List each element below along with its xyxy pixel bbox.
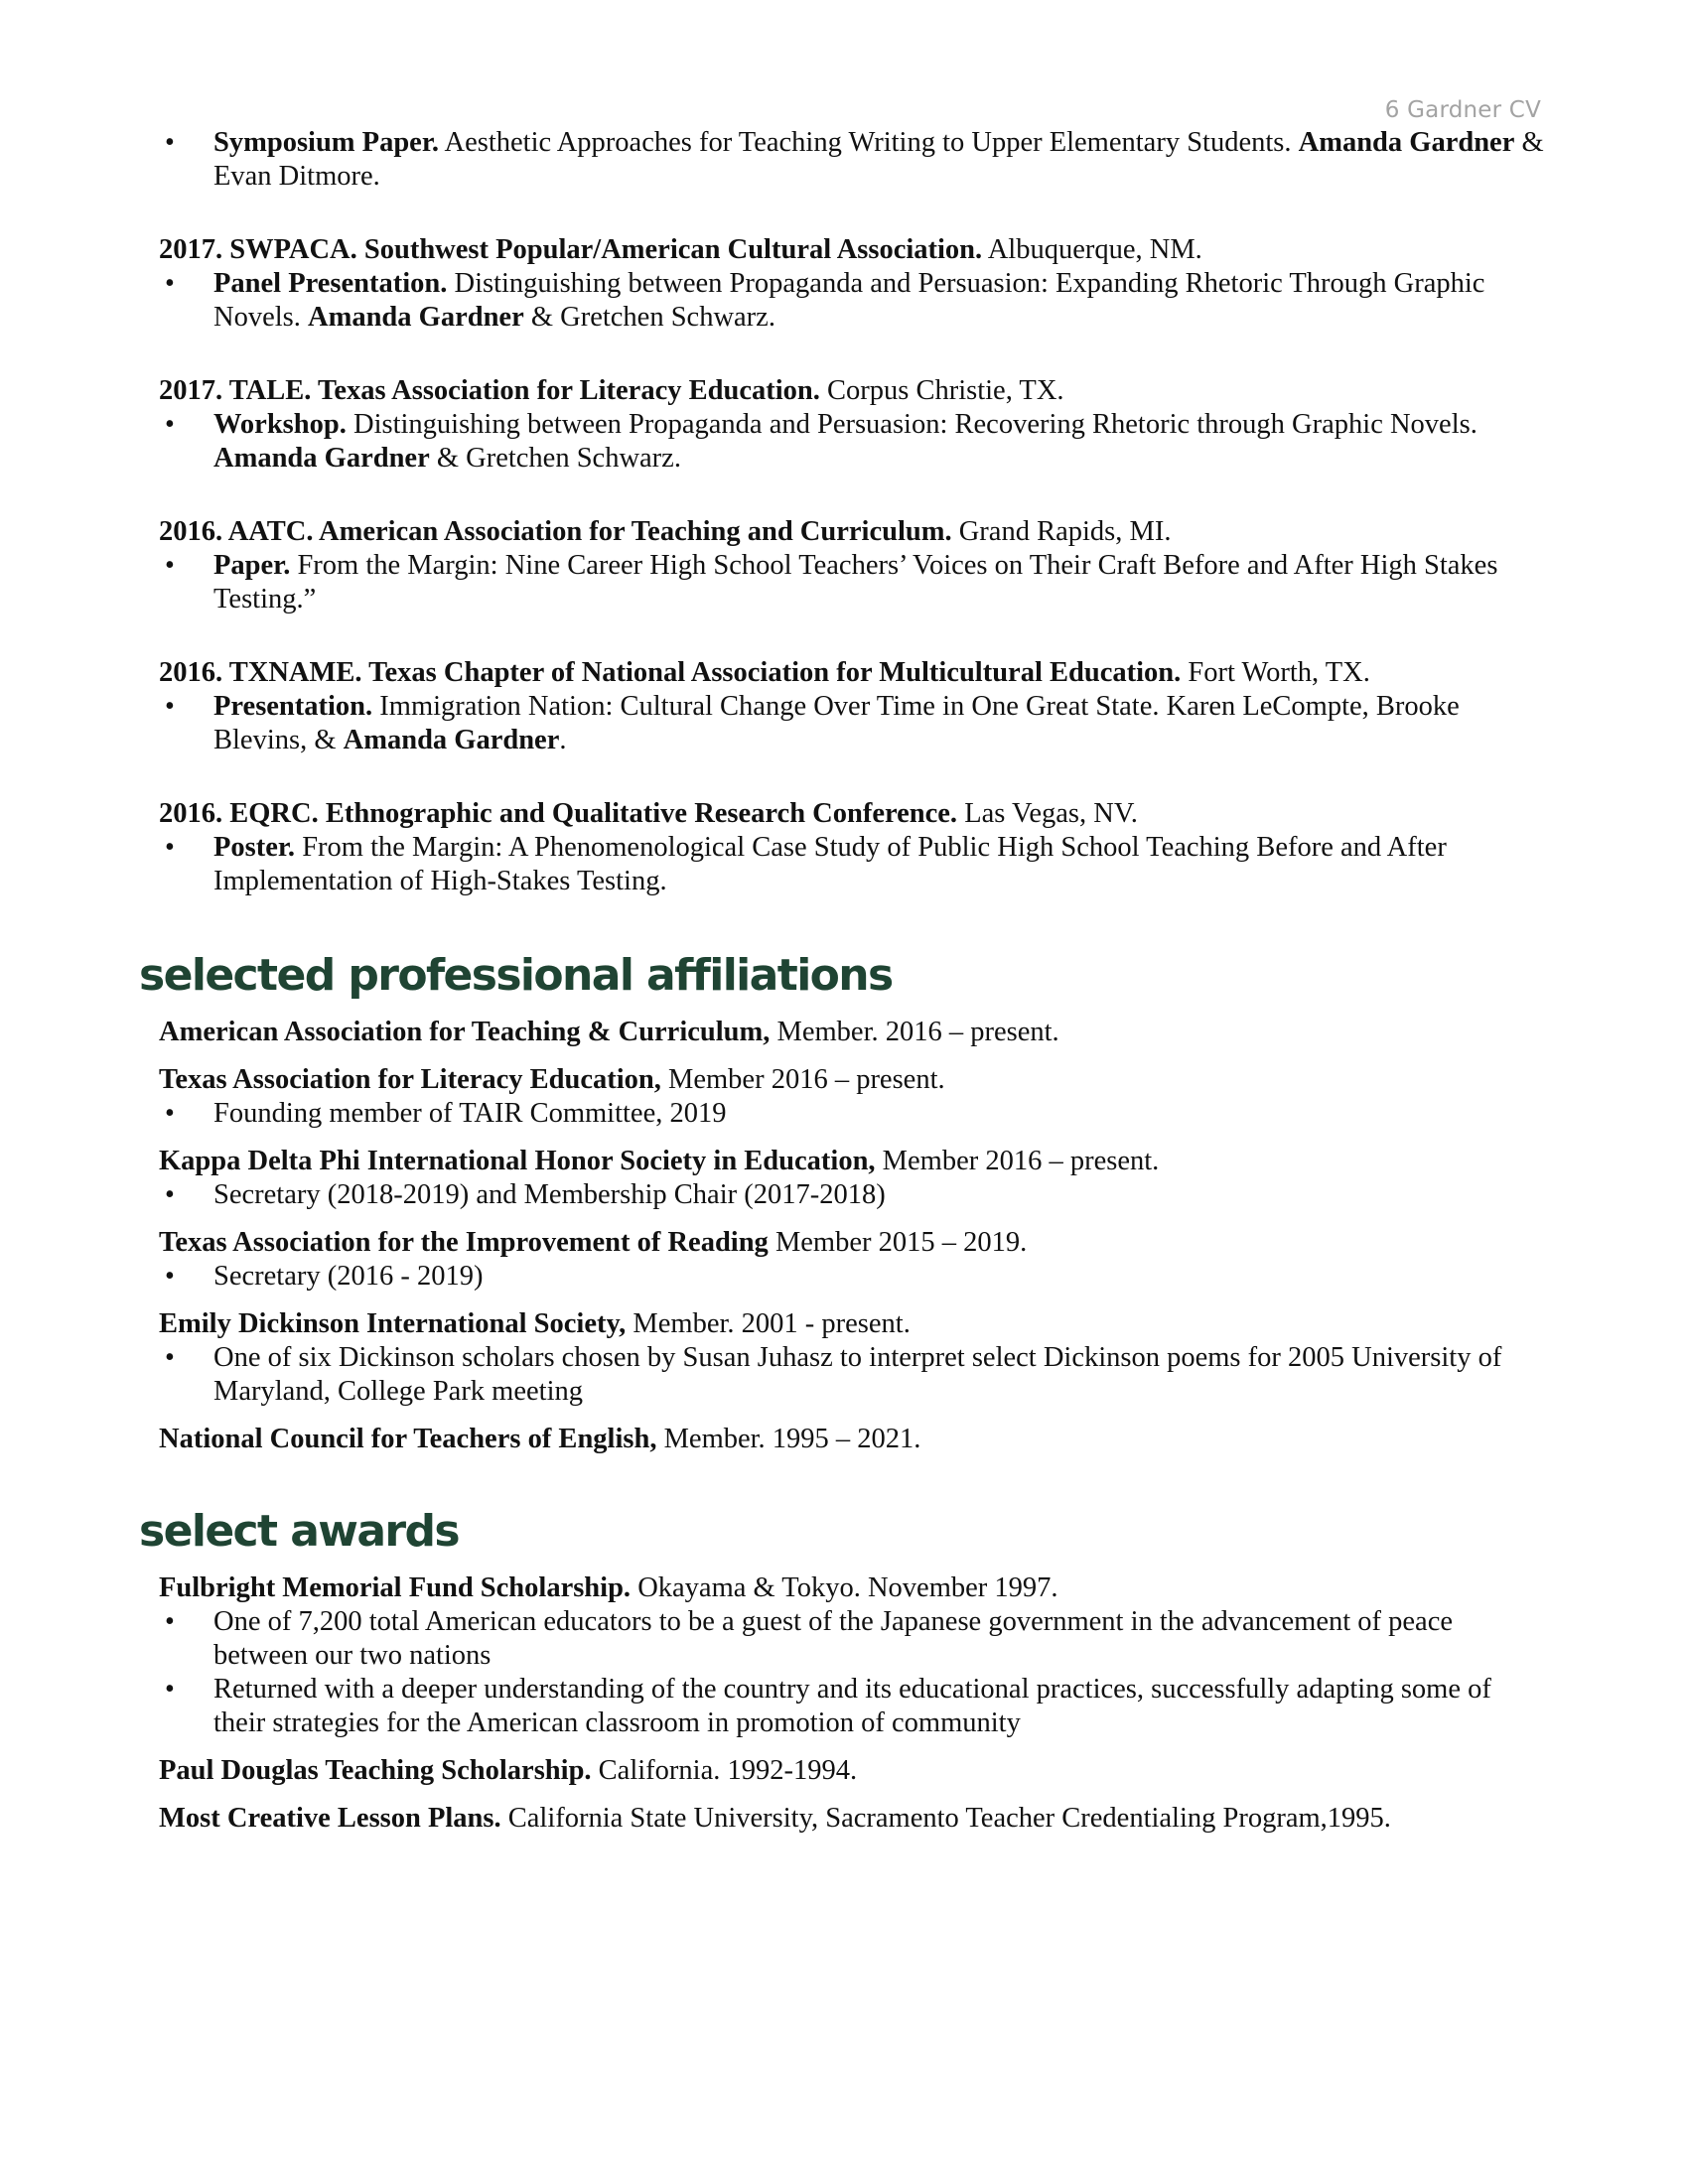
affiliation-bullet-text: Secretary (2018-2019) and Membership Chair (2017-2018) — [213, 1179, 886, 1210]
affiliation-bullets — [159, 1178, 1549, 1212]
presentation-heading — [159, 797, 1549, 831]
presentation-bullet — [159, 690, 1549, 757]
presentation-bullets — [159, 549, 1549, 616]
award-name: Most Creative Lesson Plans. — [159, 1803, 501, 1834]
presentation-heading — [159, 515, 1549, 549]
conference-name: 2016. EQRC. Ethnographic and Qualitative Research Conference. — [159, 798, 958, 829]
presentation-type: Paper. — [213, 550, 291, 581]
coauthors: & Gretchen Schwarz. — [429, 443, 681, 474]
award-name: Fulbright Memorial Fund Scholarship. — [159, 1572, 632, 1603]
awards-section — [139, 1502, 1549, 1836]
bullet-icon: • — [165, 268, 175, 299]
award-name: Paul Douglas Teaching Scholarship. — [159, 1755, 592, 1786]
presentation-entry — [159, 233, 1549, 335]
presentation-type: Poster. — [213, 832, 296, 863]
affiliation-detail: Member. 2001 - present. — [626, 1308, 911, 1339]
award-detail: California State University, Sacramento Teacher Credentialing Program,1995. — [500, 1803, 1391, 1834]
presentation-type: Presentation. — [213, 691, 373, 722]
presentation-heading — [159, 374, 1549, 408]
presentation-bullets — [159, 690, 1549, 757]
conference-location: Las Vegas, NV. — [957, 798, 1138, 829]
awards-list — [159, 1571, 1549, 1836]
affiliation-bullets — [159, 1097, 1549, 1131]
coauthors: & Gretchen Schwarz. — [523, 302, 775, 333]
affiliation-heading — [159, 1016, 1549, 1049]
affiliation-heading — [159, 1423, 1549, 1456]
affiliation-name: Texas Association for Literacy Education, — [159, 1064, 661, 1095]
presentations-section — [159, 126, 1549, 898]
conference-name: 2017. TALE. Texas Association for Literacy Education. — [159, 375, 820, 406]
section-title-awards: select awards — [139, 1506, 460, 1557]
bullet-icon: • — [165, 1342, 175, 1373]
affiliation — [159, 1307, 1549, 1409]
bullet-icon: • — [165, 1606, 175, 1637]
presentation-title: Distinguishing between Propaganda and Persuasion: Expanding Rhetoric Through Graphic Novels. — [213, 268, 1485, 333]
presentation-type: Workshop. — [213, 409, 347, 440]
affiliation-detail: Member. 1995 – 2021. — [656, 1424, 921, 1454]
affiliation — [159, 1063, 1549, 1131]
presentation-bullet — [159, 408, 1549, 476]
affiliation — [159, 1145, 1549, 1212]
author-name: Amanda Gardner — [213, 443, 430, 474]
affiliation-bullet — [159, 1178, 1549, 1212]
conference-location: Grand Rapids, MI. — [951, 516, 1172, 547]
presentation-title: Immigration Nation: Cultural Change Over Time in One Great State. Karen LeCompte, Brooke Blevins, & — [213, 691, 1460, 755]
award — [159, 1571, 1549, 1740]
bullet-icon: • — [165, 127, 175, 158]
award-bullets — [159, 1605, 1549, 1740]
bullet-icon: • — [165, 1098, 175, 1129]
affiliation-heading — [159, 1226, 1549, 1260]
affiliation-bullet-text: Secretary (2016 - 2019) — [213, 1261, 484, 1292]
conference-location: Albuquerque, NM. — [982, 234, 1202, 265]
affiliation-bullets — [159, 1341, 1549, 1409]
affiliation-heading — [159, 1307, 1549, 1341]
conference-name: 2016. TXNAME. Texas Chapter of National Association for Multicultural Education. — [159, 657, 1182, 688]
running-head: 6 Gardner CV — [1384, 97, 1541, 123]
bullet-icon: • — [165, 1674, 175, 1705]
affiliation-detail: Member 2015 – 2019. — [768, 1227, 1028, 1258]
award-bullet-text: Returned with a deeper understanding of the country and its educational practices, successfully adapting some of their strategies for the American classroom in promotion of community — [213, 1674, 1491, 1738]
presentation-bullet — [159, 831, 1549, 898]
presentation-bullets — [159, 126, 1549, 194]
coauthors: & Evan Ditmore. — [213, 127, 1544, 192]
affiliation-bullets — [159, 1260, 1549, 1294]
presentation-entry — [159, 515, 1549, 616]
affiliation-bullet — [159, 1341, 1549, 1409]
presentation-title: Distinguishing between Propaganda and Persuasion: Recovering Rhetoric through Graphic Novels. — [346, 409, 1477, 440]
bullet-icon: • — [165, 1179, 175, 1210]
affiliations-section — [139, 946, 1549, 1456]
award-heading — [159, 1754, 1549, 1788]
affiliation — [159, 1423, 1549, 1456]
affiliation-heading — [159, 1063, 1549, 1097]
conference-name: 2017. SWPACA. Southwest Popular/American Cultural Association. — [159, 234, 983, 265]
conference-location: Corpus Christie, TX. — [819, 375, 1064, 406]
presentation-bullet — [159, 267, 1549, 335]
section-title-affiliations: selected professional affiliations — [139, 950, 893, 1001]
conference-name: 2016. AATC. American Association for Teaching and Curriculum. — [159, 516, 952, 547]
presentation-entry — [159, 797, 1549, 898]
affiliation-detail: Member 2016 – present. — [660, 1064, 945, 1095]
affiliation-detail: Member. 2016 – present. — [770, 1017, 1059, 1047]
presentation-bullets — [159, 831, 1549, 898]
presentation-title: From the Margin: Nine Career High School Teachers’ Voices on Their Craft Before and After High Stakes Testing.” — [213, 550, 1498, 614]
presentation-bullets — [159, 267, 1549, 335]
presentation-bullets — [159, 408, 1549, 476]
award — [159, 1754, 1549, 1788]
affiliation-name: Emily Dickinson International Society, — [159, 1308, 627, 1339]
affiliation — [159, 1226, 1549, 1294]
affiliation — [159, 1016, 1549, 1049]
award — [159, 1802, 1549, 1836]
presentation-entry — [159, 656, 1549, 757]
page-content — [139, 126, 1549, 1849]
bullet-icon: • — [165, 832, 175, 863]
presentation-title: Aesthetic Approaches for Teaching Writing to Upper Elementary Students. — [438, 127, 1299, 158]
affiliation-bullet — [159, 1097, 1549, 1131]
affiliation-detail: Member 2016 – present. — [875, 1146, 1160, 1176]
presentation-heading — [159, 656, 1549, 690]
award-detail: California. 1992-1994. — [591, 1755, 858, 1786]
conference-location: Fort Worth, TX. — [1181, 657, 1370, 688]
presentation-entry — [159, 374, 1549, 476]
presentation-bullet — [159, 549, 1549, 616]
bullet-icon: • — [165, 691, 175, 722]
bullet-icon: • — [165, 409, 175, 440]
affiliation-heading — [159, 1145, 1549, 1178]
author-name: Amanda Gardner — [343, 725, 560, 755]
presentation-bullet — [159, 126, 1549, 194]
coauthors: . — [559, 725, 567, 755]
affiliations-list — [159, 1016, 1549, 1456]
award-detail: Okayama & Tokyo. November 1997. — [631, 1572, 1058, 1603]
bullet-icon: • — [165, 1261, 175, 1292]
presentation-title: From the Margin: A Phenomenological Case Study of Public High School Teaching Before and After Implementation of High-Stakes Testing. — [213, 832, 1447, 896]
presentation-type: Panel Presentation. — [213, 268, 448, 299]
award-heading — [159, 1571, 1549, 1605]
presentation-entry — [159, 126, 1549, 194]
bullet-icon: • — [165, 550, 175, 581]
author-name: Amanda Gardner — [1298, 127, 1515, 158]
affiliation-bullet-text: Founding member of TAIR Committee, 2019 — [213, 1098, 727, 1129]
affiliation-name: Kappa Delta Phi International Honor Society in Education, — [159, 1146, 876, 1176]
presentation-type: Symposium Paper. — [213, 127, 439, 158]
affiliation-bullet — [159, 1260, 1549, 1294]
award-heading — [159, 1802, 1549, 1836]
affiliation-bullet-text: One of six Dickinson scholars chosen by Susan Juhasz to interpret select Dickinson poems for 2005 University of Maryland, College Park meeting — [213, 1342, 1502, 1407]
affiliation-name: National Council for Teachers of English, — [159, 1424, 657, 1454]
affiliation-name: American Association for Teaching & Curriculum, — [159, 1017, 771, 1047]
award-bullet-text: One of 7,200 total American educators to be a guest of the Japanese government in the advancement of peace between our two nations — [213, 1606, 1453, 1671]
presentation-heading — [159, 233, 1549, 267]
author-name: Amanda Gardner — [308, 302, 524, 333]
affiliation-name: Texas Association for the Improvement of Reading — [159, 1227, 769, 1258]
award-bullet — [159, 1673, 1549, 1740]
award-bullet — [159, 1605, 1549, 1673]
